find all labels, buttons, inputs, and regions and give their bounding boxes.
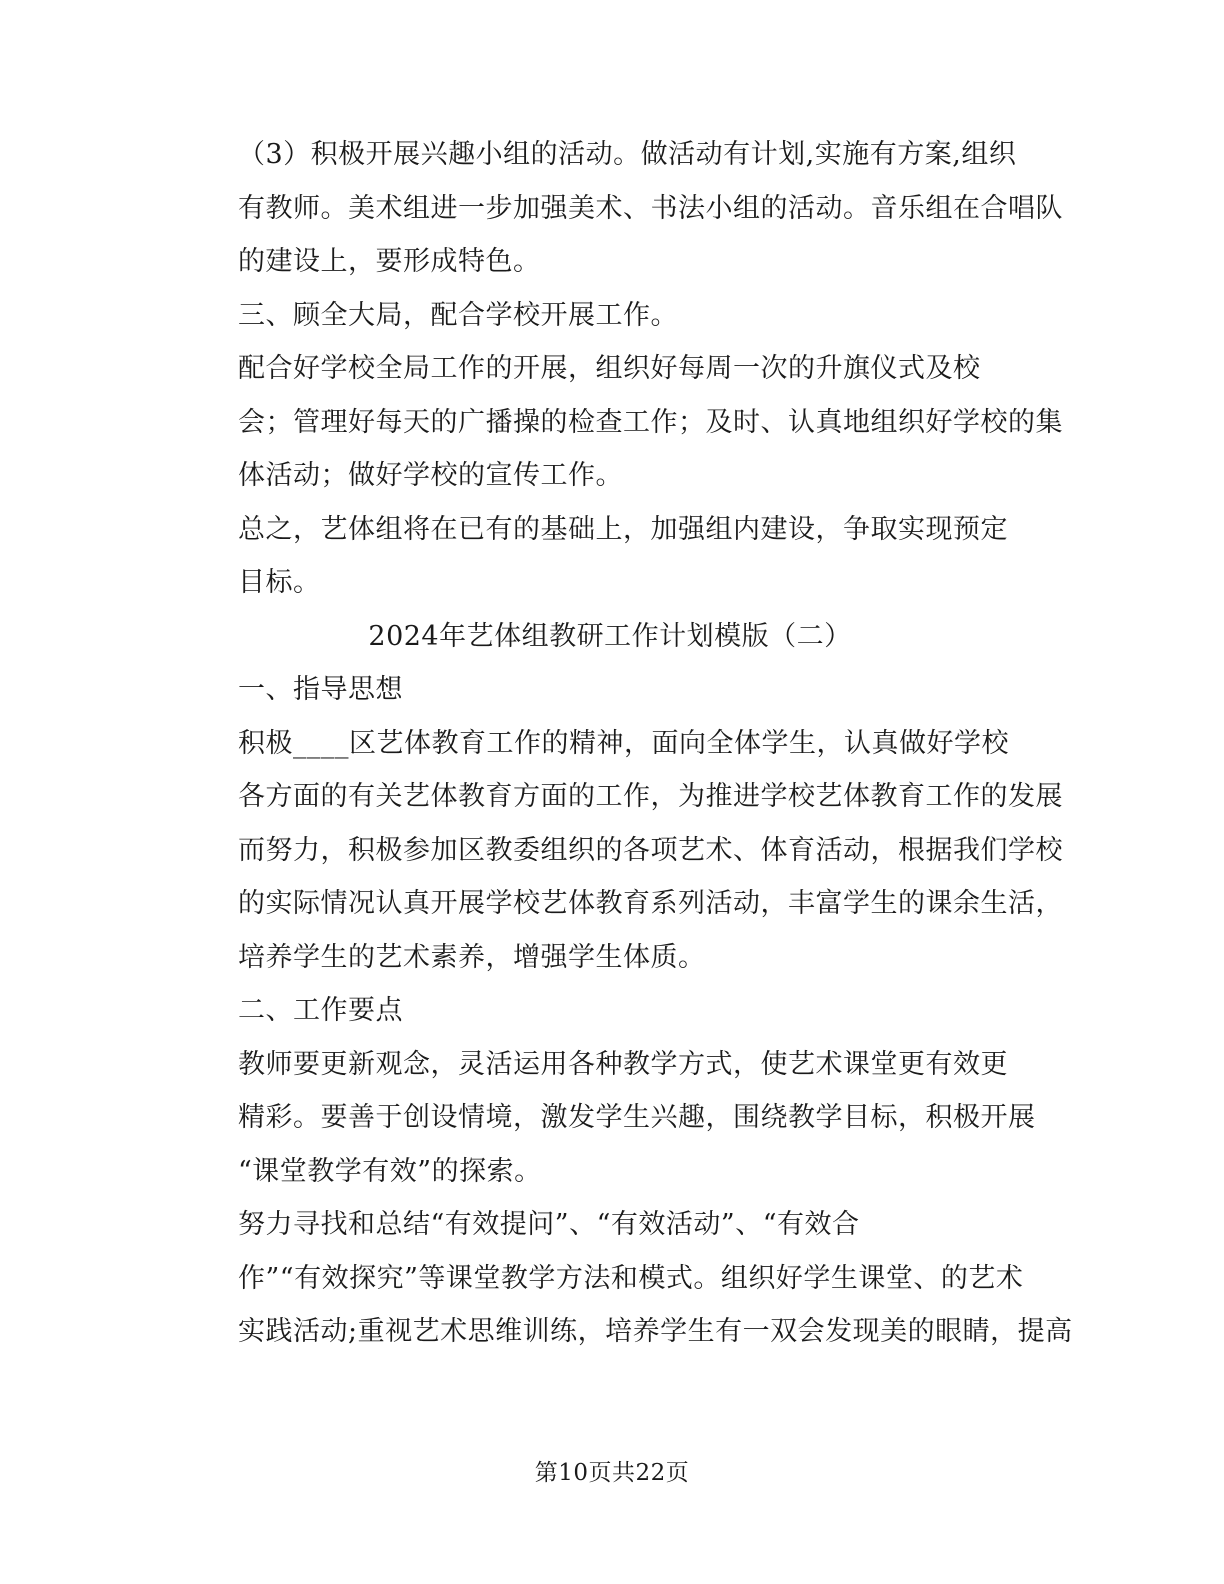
text-line: 实践活动;重视艺术思维训练，培养学生有一双会发现美的眼睛，提高 — [238, 1316, 1073, 1347]
page-footer: 第10页共22页 — [534, 1460, 690, 1486]
paragraph — [180, 128, 1063, 289]
paragraph — [180, 984, 1040, 1038]
paragraph — [180, 717, 1063, 985]
text-line: （3）积极开展兴趣小组的活动。做活动有计划,实施有方案,组织 — [238, 139, 1017, 170]
text-line: 总之，艺体组将在已有的基础上，加强组内建设，争取实现预定 — [238, 513, 1008, 545]
paragraph — [180, 342, 1063, 503]
text-line: 积极____区艺体教育工作的精神，面向全体学生，认真做好学校 — [238, 727, 1009, 759]
paragraph — [180, 1198, 1073, 1359]
section-title — [180, 610, 1040, 664]
paragraph — [180, 663, 1040, 717]
text-line: 三、顾全大局，配合学校开展工作。 — [238, 299, 678, 331]
paragraph — [180, 289, 1040, 343]
text-line: 目标。 — [238, 567, 321, 598]
text-line: 2024年艺体组教研工作计划模版（二） — [368, 620, 852, 652]
text-line: 努力寻找和总结“有效提问”、“有效活动”、“有效合 — [238, 1209, 860, 1240]
text-line: 的实际情况认真开展学校艺体教育系列活动，丰富学生的课余生活， — [238, 888, 1063, 919]
text-line: 培养学生的艺术素养，增强学生体质。 — [238, 941, 706, 973]
text-line: 教师要更新观念，灵活运用各种教学方式，使艺术课堂更有效更 — [238, 1048, 1008, 1080]
text-line: 一、指导思想 — [238, 674, 403, 705]
text-line: 而努力，积极参加区教委组织的各项艺术、体育活动，根据我们学校 — [238, 834, 1063, 866]
paragraph — [180, 503, 1040, 610]
text-line: 会；管理好每天的广播操的检查工作；及时、认真地组织好学校的集 — [238, 406, 1063, 438]
document-body — [180, 128, 1073, 1359]
text-line: 作”“有效探究”等课堂教学方法和模式。组织好学生课堂、的艺术 — [238, 1262, 1024, 1294]
text-line: “课堂教学有效”的探索。 — [238, 1155, 542, 1187]
text-line: 的建设上，要形成特色。 — [238, 246, 541, 277]
text-line: 各方面的有关艺体教育方面的工作，为推进学校艺体教育工作的发展 — [238, 781, 1063, 812]
text-line: 二、工作要点 — [238, 995, 403, 1026]
paragraph — [180, 1038, 1040, 1199]
text-line: 配合好学校全局工作的开展，组织好每周一次的升旗仪式及校 — [238, 353, 981, 384]
text-line: 精彩。要善于创设情境，激发学生兴趣，围绕教学目标，积极开展 — [238, 1102, 1036, 1133]
text-line: 体活动；做好学校的宣传工作。 — [238, 460, 623, 491]
text-line: 有教师。美术组进一步加强美术、书法小组的活动。音乐组在合唱队 — [238, 192, 1063, 224]
